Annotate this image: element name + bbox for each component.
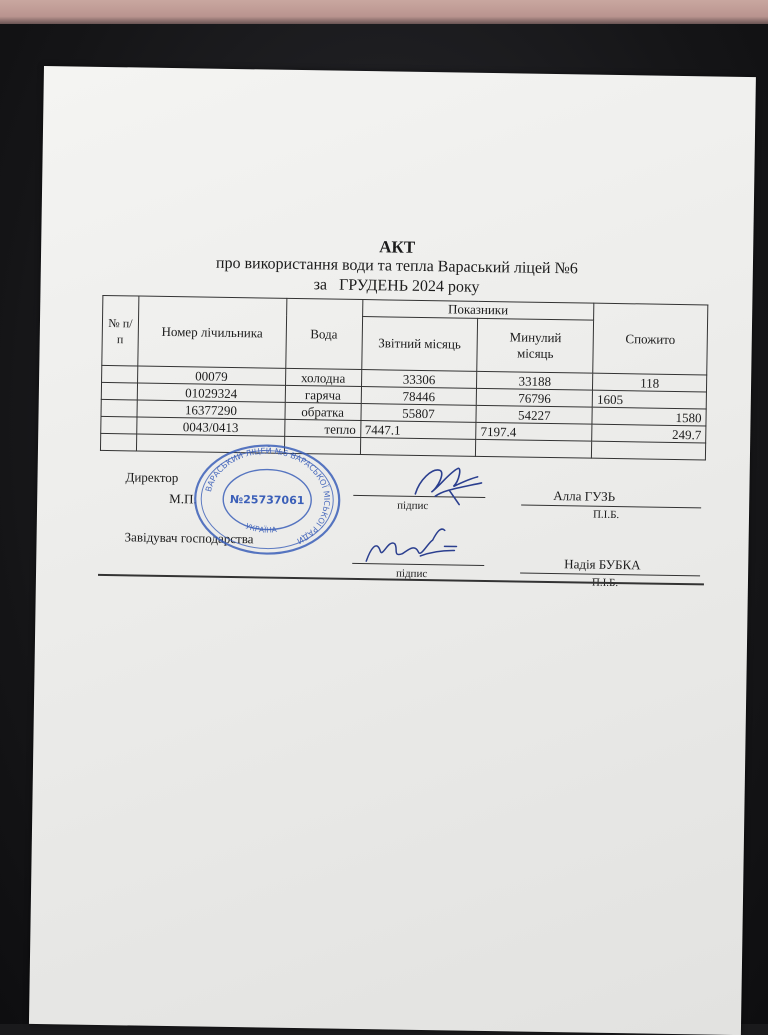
seal-label: М.П. (169, 491, 197, 507)
header-previous: Минулий місяць (477, 318, 594, 373)
cell-meter: 01029324 (137, 383, 285, 402)
header-meter: Номер лічильника (138, 296, 287, 368)
cell-current: 55807 (361, 404, 477, 423)
document-title: АКТ (379, 237, 416, 257)
readings-table (100, 295, 708, 460)
manager-name: Надія БУБКА (564, 556, 641, 573)
cell-current: 78446 (361, 387, 477, 406)
director-name-caption: П.І.Б. (592, 508, 620, 522)
manager-signature (358, 521, 469, 573)
cell-current (360, 438, 476, 457)
cell-consumed: 249.7 (592, 424, 706, 443)
stamp-country: УКРАЇНА (244, 521, 278, 535)
header-current: Звітний місяць (361, 317, 478, 372)
cell-num (101, 416, 137, 434)
cell-num (101, 399, 137, 417)
director-name: Алла ГУЗЬ (553, 488, 616, 505)
director-label: Директор (125, 469, 179, 486)
svg-text:УКРАЇНА (244, 521, 278, 534)
director-name-line (521, 505, 701, 509)
header-water: Вода (285, 298, 362, 369)
cell-previous: 54227 (476, 405, 592, 424)
cell-previous: 33188 (477, 371, 593, 390)
manager-sign-caption: підпис (395, 567, 428, 581)
cell-meter: 16377290 (137, 400, 285, 419)
director-signature (409, 460, 490, 511)
cell-consumed (592, 441, 706, 460)
document (29, 66, 756, 1035)
cell-current: 7447.1 (360, 421, 476, 440)
cell-meter: 0043/0413 (137, 417, 285, 436)
cell-consumed: 1605 (592, 390, 706, 409)
header-num: № п/ п (102, 295, 139, 366)
stamp-ring-text: ВАРАСЬКИЙ ЛІЦЕЙ №6 ВАРАСЬКОЇ МІСЬКОЇ РАДИ (204, 446, 332, 546)
cell-num (100, 433, 136, 451)
document-subtitle: про використання води та тепла Вараський ліцей №6 (215, 254, 578, 278)
manager-name-caption: П.І.Б. (591, 576, 619, 590)
cell-water: обратка (285, 402, 361, 420)
paper-sheet (29, 66, 756, 1035)
cell-num (102, 365, 138, 383)
cell-previous: 76796 (477, 388, 593, 407)
manager-label: Завідувач господарства (124, 529, 254, 547)
manager-name-line (520, 573, 700, 577)
header-consumed: Спожито (593, 303, 708, 375)
cell-consumed: 1580 (592, 407, 706, 426)
cell-water: тепло (284, 419, 360, 437)
cell-previous: 7197.4 (476, 422, 592, 441)
document-period: за ГРУДЕНЬ 2024 року (313, 276, 480, 296)
header-readings: Показники (362, 300, 594, 321)
cell-meter: 00079 (137, 366, 285, 385)
cell-consumed: 118 (593, 373, 707, 392)
director-sign-caption: підпис (397, 499, 429, 513)
cell-water: холодна (285, 368, 361, 386)
cell-num (101, 382, 137, 400)
cell-water: гаряча (285, 385, 361, 403)
stamp-code: №25737061 (229, 492, 305, 508)
cell-current: 33306 (361, 370, 477, 389)
cell-previous (476, 439, 592, 458)
